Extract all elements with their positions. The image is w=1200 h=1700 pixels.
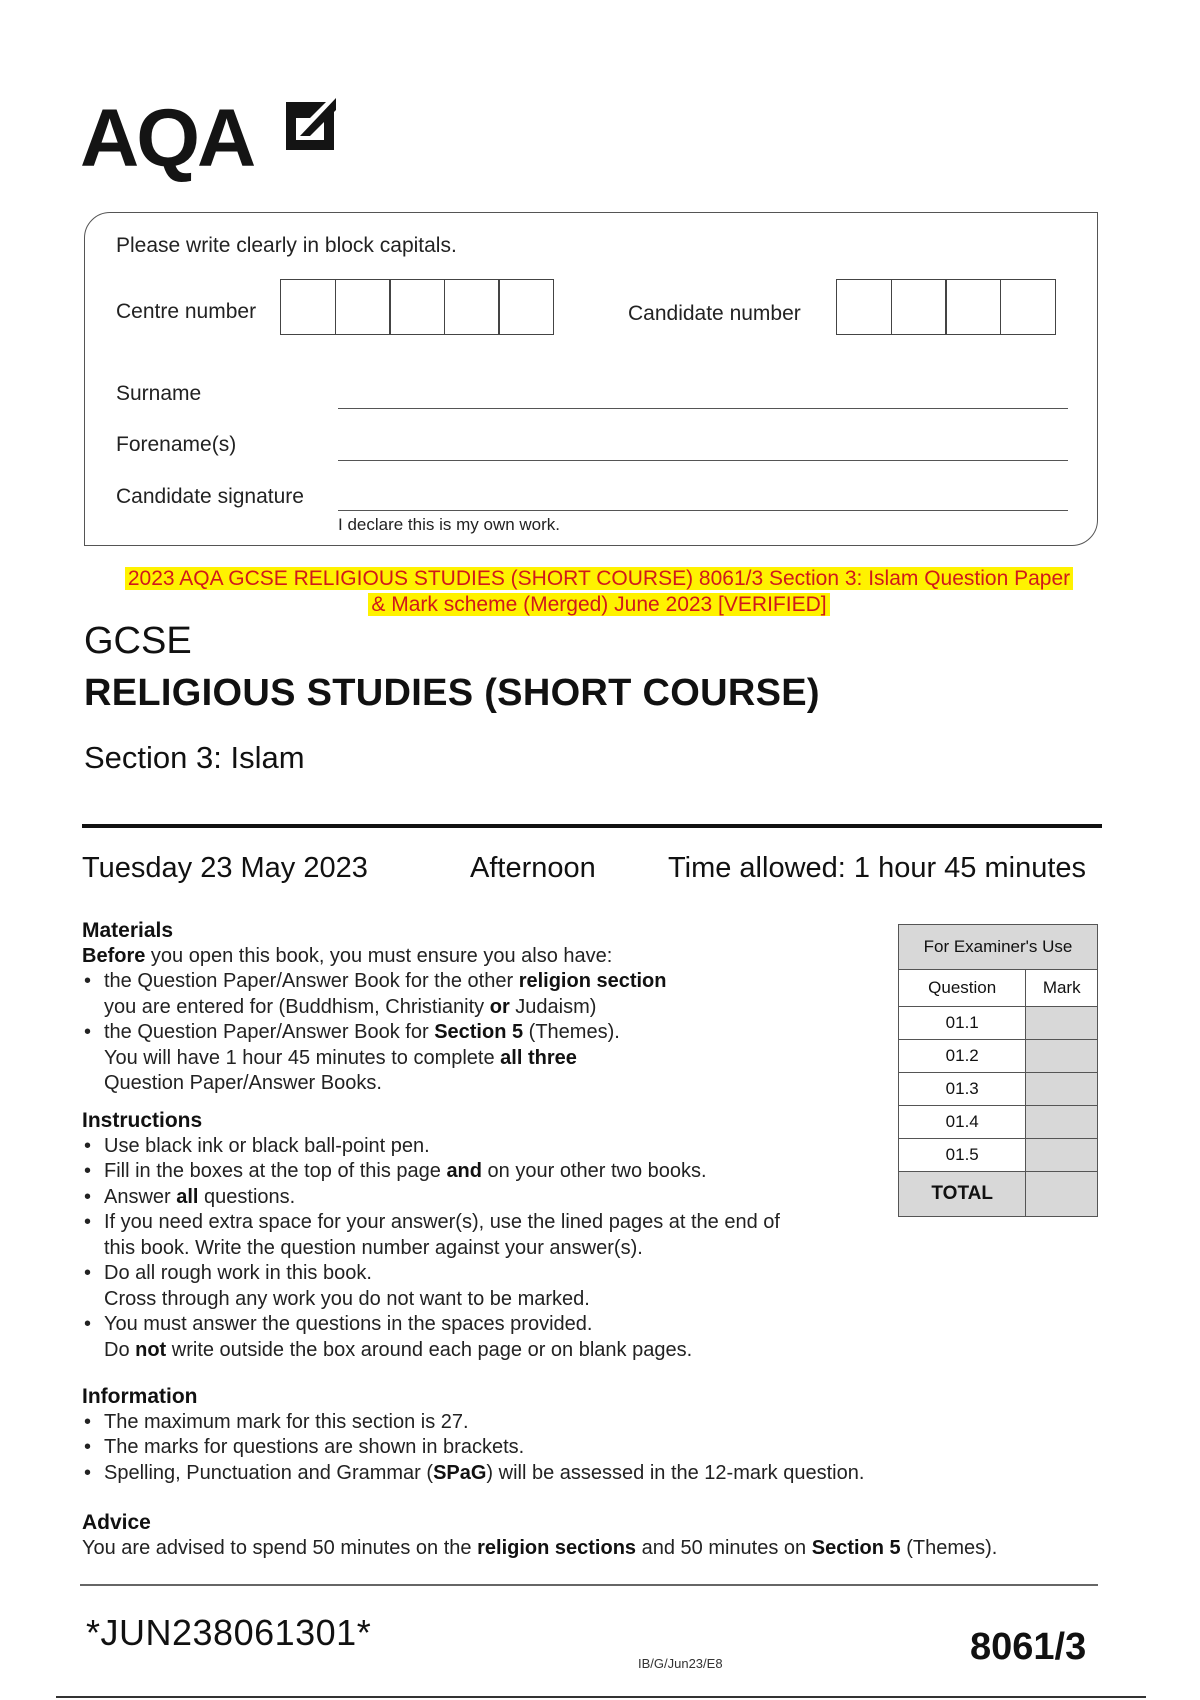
signature-label: Candidate signature (116, 485, 304, 508)
centre-digit-box[interactable] (444, 279, 500, 335)
instruction-item: • If you need extra space for your answer(s), use the lined pages at the end of this book. Write the question number against your answer(s). (82, 1210, 882, 1261)
information-item: • Spelling, Punctuation and Grammar (SPaG) will be assessed in the 12-mark question. (82, 1461, 982, 1487)
materials-section (82, 918, 842, 1097)
paper-code: 8061/3 (970, 1626, 1087, 1668)
heading-divider (82, 824, 1102, 828)
advice-section (82, 1510, 1098, 1561)
instructions-heading: Instructions (82, 1109, 203, 1132)
surname-label: Surname (116, 382, 202, 405)
block-capitals-instruction: Please write clearly in block capitals. (116, 234, 457, 257)
centre-digit-box[interactable] (280, 279, 336, 335)
surname-field[interactable] (338, 408, 1068, 409)
highlighted-document-title (88, 566, 1110, 618)
information-heading: Information (82, 1385, 198, 1408)
candidate-number-boxes[interactable] (836, 279, 1056, 335)
page-bottom-rule (56, 1696, 1146, 1698)
total-mark-cell (1026, 1172, 1098, 1217)
instruction-item: • Do all rough work in this book. Cross through any work you do not want to be marked. (82, 1261, 882, 1312)
centre-digit-box[interactable] (498, 279, 554, 335)
subject-title: RELIGIOUS STUDIES (SHORT COURSE) (84, 672, 820, 714)
instruction-item: • Use black ink or black ball-point pen. (82, 1134, 882, 1160)
information-section (82, 1384, 982, 1486)
exam-session: Afternoon (470, 852, 596, 884)
mark-cell (1026, 1040, 1098, 1073)
forename-field[interactable] (338, 460, 1068, 461)
candidate-number-label: Candidate number (628, 302, 801, 325)
reference-code: IB/G/Jun23/E8 (638, 1656, 723, 1671)
instruction-item: • Answer all questions. (82, 1185, 882, 1211)
information-item: • The marks for questions are shown in brackets. (82, 1435, 982, 1461)
information-item: • The maximum mark for this section is 27. (82, 1410, 982, 1436)
centre-digit-box[interactable] (389, 279, 445, 335)
advice-text: You are advised to spend 50 minutes on the religion sections and 50 minutes on Section 5 (Themes). (82, 1536, 998, 1559)
qualification-level: GCSE (84, 620, 192, 662)
signature-field[interactable] (338, 510, 1068, 511)
mark-cell (1026, 1139, 1098, 1172)
footer-divider (80, 1584, 1098, 1586)
mark-cell (1026, 1073, 1098, 1106)
materials-item: • the Question Paper/Answer Book for Section 5 (Themes). You will have 1 hour 45 minutes to complete all three Question Paper/Answer Books. (82, 1020, 842, 1097)
aqa-tick-square-icon (282, 94, 338, 150)
centre-number-boxes[interactable] (280, 279, 554, 335)
barcode-text: *JUN238061301* (86, 1612, 372, 1653)
candidate-digit-box[interactable] (836, 279, 892, 335)
question-number: 01.1 (899, 1007, 1026, 1040)
total-label: TOTAL (899, 1172, 1026, 1217)
candidate-digit-box[interactable] (945, 279, 1001, 335)
time-allowed: Time allowed: 1 hour 45 minutes (668, 852, 1087, 884)
forename-label: Forename(s) (116, 433, 237, 456)
examiner-table-title: For Examiner's Use (899, 925, 1098, 970)
instructions-section (82, 1108, 882, 1363)
examiner-use-table (898, 924, 1098, 1217)
question-number: 01.4 (899, 1106, 1026, 1139)
candidate-digit-box[interactable] (891, 279, 947, 335)
aqa-logo-text: AQA (80, 93, 254, 184)
question-number: 01.3 (899, 1073, 1026, 1106)
question-number: 01.5 (899, 1139, 1026, 1172)
materials-heading: Materials (82, 919, 174, 942)
question-column-header: Question (899, 970, 1026, 1007)
mark-cell (1026, 1106, 1098, 1139)
highlight-line-2: & Mark scheme (Merged) June 2023 [VERIFIED] (368, 593, 829, 616)
declaration-text: I declare this is my own work. (338, 515, 561, 534)
materials-item: • the Question Paper/Answer Book for the other religion section you are entered for (Buddhism, Christianity or Judaism) (82, 969, 842, 1020)
instruction-item: • Fill in the boxes at the top of this page and on your other two books. (82, 1159, 882, 1185)
centre-number-label: Centre number (116, 300, 257, 323)
centre-digit-box[interactable] (335, 279, 391, 335)
candidate-digit-box[interactable] (1000, 279, 1056, 335)
question-number: 01.2 (899, 1040, 1026, 1073)
section-title: Section 3: Islam (84, 740, 305, 775)
highlight-line-1: 2023 AQA GCSE RELIGIOUS STUDIES (SHORT COURSE) 8061/3 Section 3: Islam Question Paper (125, 567, 1073, 590)
exam-date: Tuesday 23 May 2023 (82, 852, 368, 884)
materials-intro: Before you open this book, you must ensure you also have: (82, 944, 613, 967)
mark-cell (1026, 1007, 1098, 1040)
instruction-item: • You must answer the questions in the spaces provided. Do not write outside the box around each page or on blank pages. (82, 1312, 882, 1363)
advice-heading: Advice (82, 1511, 151, 1534)
mark-column-header: Mark (1026, 970, 1098, 1007)
